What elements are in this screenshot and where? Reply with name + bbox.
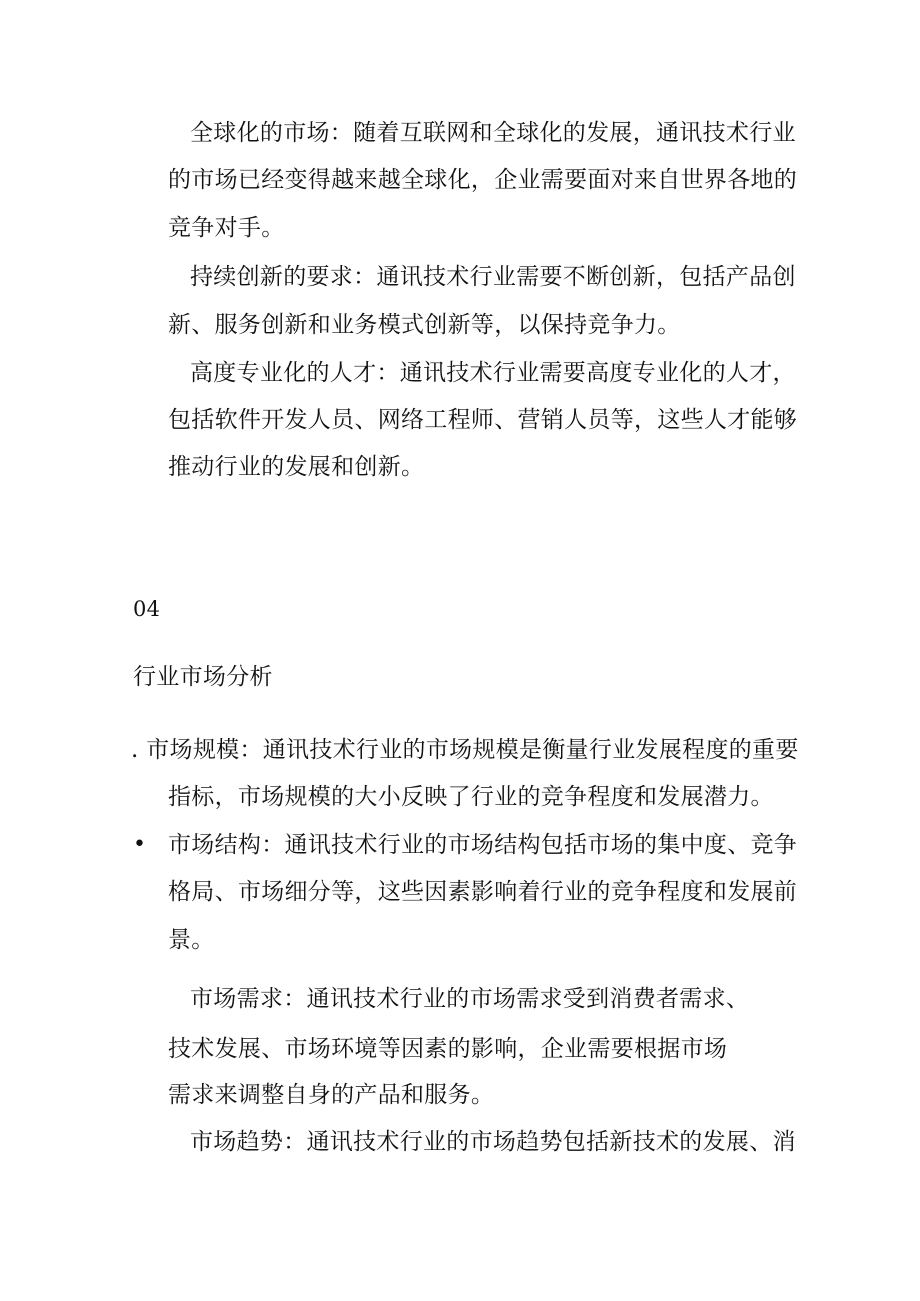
- bullet-icon: •: [133, 832, 146, 857]
- item-market-structure-line3: 景。: [168, 927, 215, 953]
- para-global-market-line1: 全球化的市场：随着互联网和全球化的发展，通讯技术行业: [190, 120, 796, 146]
- item-market-size-line1: . 市场规模：通讯技术行业的市场规模是衡量行业发展程度的重要: [131, 737, 799, 763]
- item-market-demand-line3: 需求来调整自身的产品和服务。: [168, 1082, 495, 1108]
- para-global-market-line3: 竞争对手。: [168, 215, 285, 241]
- section-title: 行业市场分析: [133, 664, 273, 690]
- para-talent-line3: 推动行业的发展和创新。: [168, 454, 425, 480]
- para-talent-line1: 高度专业化的人才：通讯技术行业需要高度专业化的人才，: [190, 360, 796, 386]
- section-number: 04: [133, 597, 161, 621]
- item-market-trend-line1: 市场趋势：通讯技术行业的市场趋势包括新技术的发展、消: [190, 1129, 796, 1155]
- para-talent-line2: 包括软件开发人员、网络工程师、营销人员等，这些人才能够: [168, 407, 798, 433]
- item-market-demand-line1: 市场需求：通讯技术行业的市场需求受到消费者需求、: [190, 986, 750, 1012]
- item-market-structure-line2: 格局、市场细分等，这些因素影响着行业的竞争程度和发展前: [168, 879, 798, 905]
- para-innovation-line1: 持续创新的要求：通讯技术行业需要不断创新，包括产品创: [190, 264, 796, 290]
- para-innovation-line2: 新、服务创新和业务模式创新等，以保持竞争力。: [168, 312, 681, 338]
- item-market-size-line2: 指标，市场规模的大小反映了行业的竞争程度和发展潜力。: [168, 784, 774, 810]
- item-market-demand-line2: 技术发展、市场环境等因素的影响，企业需要根据市场: [168, 1036, 728, 1062]
- para-global-market-line2: 的市场已经变得越来越全球化，企业需要面对来自世界各地的: [168, 167, 798, 193]
- item-market-structure-line1: 市场结构：通讯技术行业的市场结构包括市场的集中度、竞争: [168, 832, 798, 858]
